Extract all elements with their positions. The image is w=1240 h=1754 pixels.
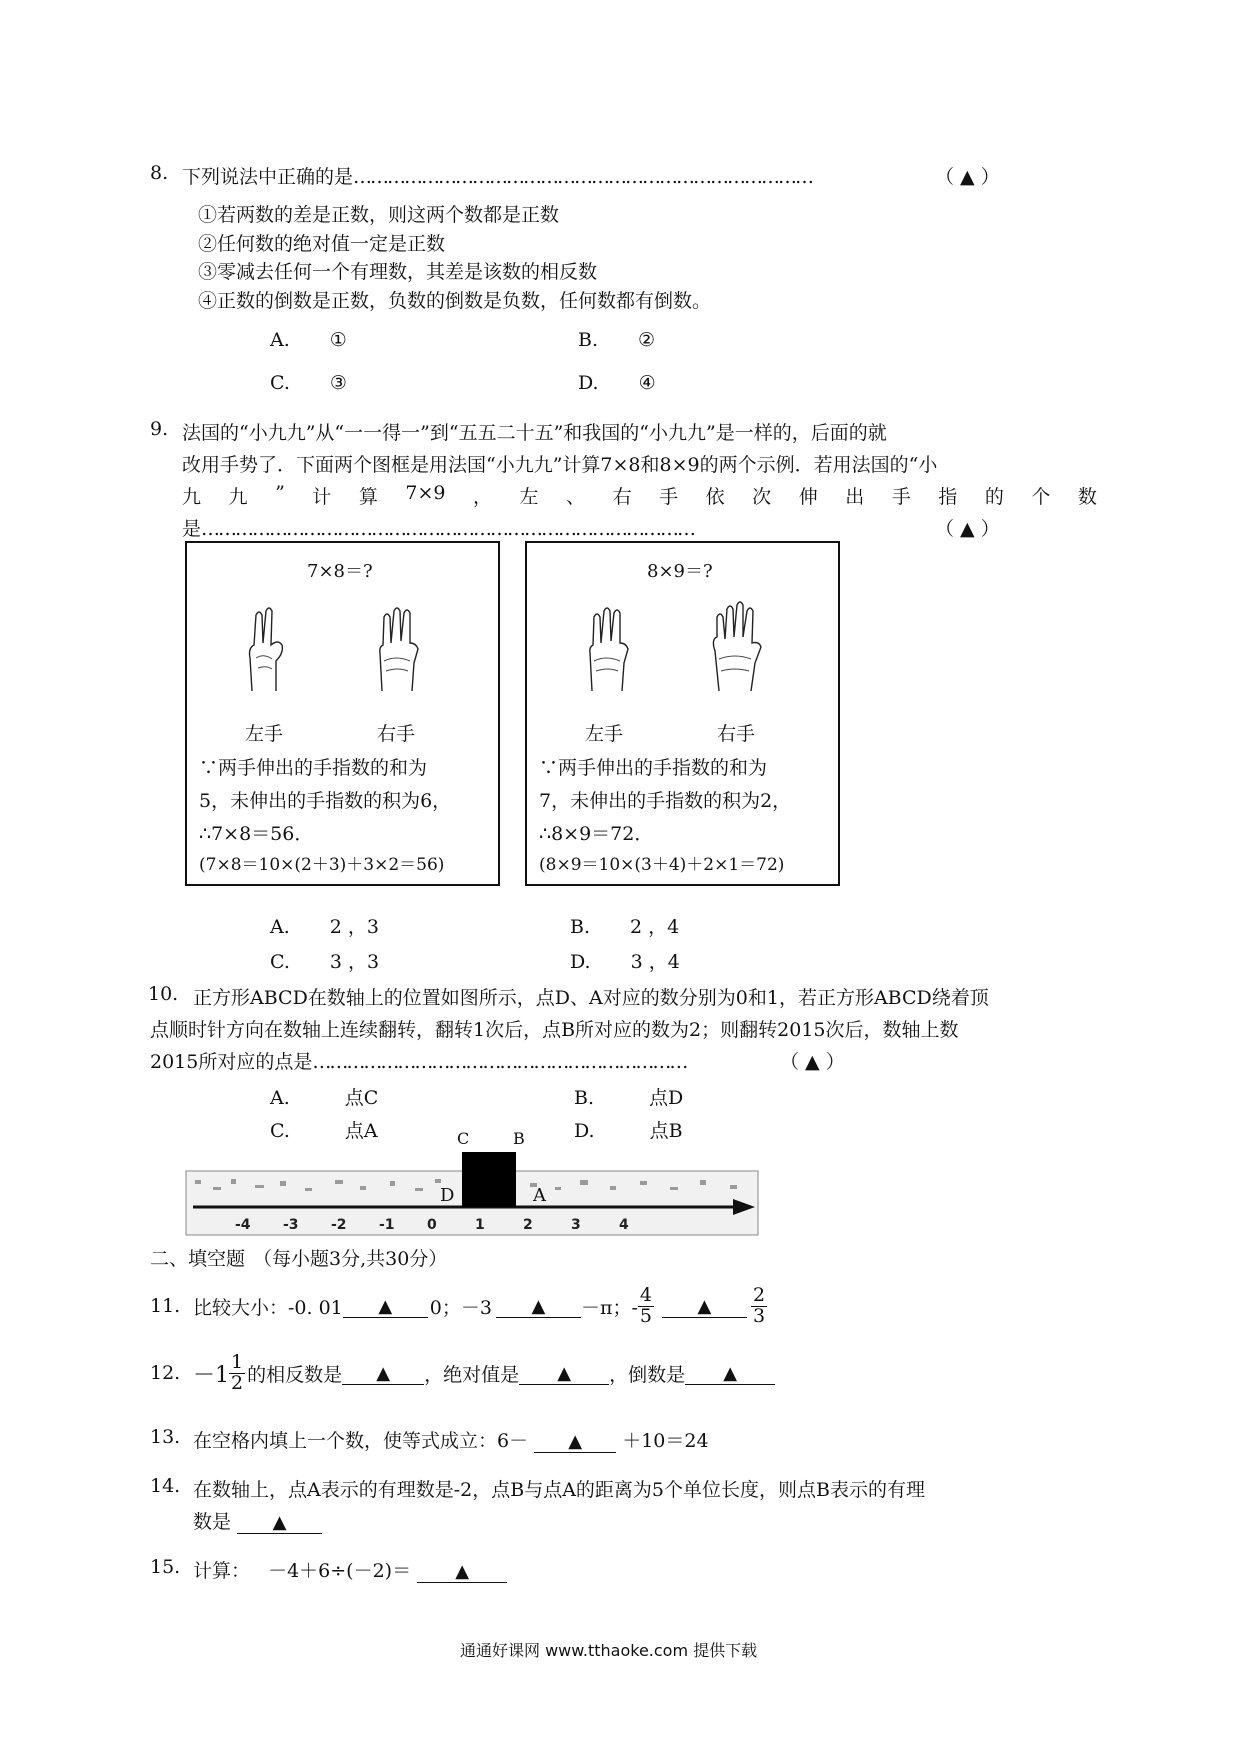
q8-option-c: C. ③ [270, 372, 347, 394]
right-hand-three-fingers-icon [372, 603, 427, 693]
q8-statement-3: ③零减去任何一个有理数，其差是该数的相反数 [198, 261, 598, 283]
q12-text-3: ，倒数是 [609, 1363, 686, 1386]
box1-formula: (7×8＝10×(2＋3)＋3×2＝56) [199, 855, 445, 875]
q10-number: 10. [148, 983, 179, 1005]
page-footer: 通通好课网 www.tthaoke.com 提供下载 [460, 1641, 758, 1660]
q12-text-1: 的相反数是 [247, 1363, 343, 1386]
box2-result: ∴8×9＝72． [539, 823, 654, 845]
square-vertex-d-label: D [440, 1185, 455, 1206]
q10-option-b: B. 点D [574, 1087, 684, 1109]
box2-left-hand-label: 左手 [585, 723, 624, 745]
q10-line-3: 2015所对应的点是………………………………………………………… [150, 1051, 687, 1073]
q9-line-3-char: 左 [519, 486, 539, 508]
q9-option-b: B. 2 ，4 [570, 916, 680, 938]
q12-blank-3[interactable]: ▲ [685, 1362, 775, 1385]
left-hand-two-fingers-icon [242, 603, 292, 693]
q9-example-box-2 [525, 541, 840, 886]
axis-tick-label: 0 [427, 1217, 437, 1233]
box2-formula: (8×9＝10×(3＋4)＋2×1＝72) [539, 855, 785, 875]
square-vertex-c-label: C [457, 1129, 470, 1148]
left-hand-three-fingers-icon [582, 603, 637, 693]
box2-reason-line-2: 7，未伸出的手指数的积为2， [539, 790, 792, 812]
q10-dots: ………………………………………………………… [312, 1051, 687, 1073]
box2-right-hand-label: 右手 [717, 723, 756, 745]
q12-blank-2[interactable]: ▲ [519, 1362, 609, 1385]
box2-reason-line-1: ∵两手伸出的手指数的和为 [539, 757, 768, 779]
q14-line-1: 在数轴上，点A表示的有理数是-2，点B与点A的距离为5个单位长度，则点B表示的有理 [193, 1479, 925, 1501]
axis-tick-label: -1 [379, 1217, 395, 1233]
q9-line-3-char: 依 [705, 486, 725, 508]
axis-tick-label: -4 [235, 1217, 251, 1233]
q9-line-3-char: 手 [891, 486, 911, 508]
q9-line-3-char: 九 [228, 486, 248, 508]
q8-statement-1: ①若两数的差是正数，则这两个数都是正数 [198, 204, 560, 226]
box1-left-hand-label: 左手 [245, 723, 284, 745]
box1-reason-line-2: 5，未伸出的手指数的积为6， [199, 790, 452, 812]
q12-blank-1[interactable]: ▲ [342, 1362, 424, 1385]
q9-line-3-char: 指 [938, 486, 958, 508]
q13-text-2: ＋10＝24 [622, 1430, 709, 1452]
q9-line-3-char: 数 [1077, 486, 1097, 508]
q12-whole: －1 [193, 1362, 229, 1388]
q9-option-a: A. 2 ，3 [270, 916, 379, 938]
q15-line [193, 1556, 507, 1583]
q13-number: 13. [150, 1426, 181, 1448]
axis-tick-label: -2 [331, 1217, 347, 1233]
q9-line-3-char: 算 [358, 486, 378, 508]
square-vertex-b-label: B [513, 1129, 525, 1148]
q9-number: 9. [150, 418, 169, 440]
q9-line-3 [182, 482, 1097, 509]
q9-line-3-char: 右 [612, 486, 632, 508]
q15-expression: －4＋6÷(－2)＝ [268, 1560, 412, 1582]
q15-number: 15. [150, 1556, 181, 1578]
q8-option-d: D. ④ [578, 372, 656, 394]
axis-tick-label: 2 [523, 1217, 533, 1233]
q8-stem [182, 162, 812, 189]
q9-line-3-char: 手 [659, 486, 679, 508]
q8-answer-bracket: （ ▲ ） [935, 166, 1000, 188]
q12-text-2: ，绝对值是 [424, 1363, 520, 1386]
q8-stem-text: 下列说法中正确的是 [182, 166, 354, 188]
q12-fraction: $\frac{1}{2}$ [231, 1350, 244, 1394]
q9-line-4: 是…………………………………………………………………………… [182, 518, 695, 540]
q9-line-3-char: 计 [312, 486, 332, 508]
q12-line [193, 1345, 775, 1401]
q9-line-3-char: ” [275, 482, 285, 504]
q8-option-a: A. ① [270, 329, 347, 351]
q11-fraction-2: $\frac{2}{3}$ [752, 1283, 766, 1327]
q8-dots: ……………………………………………………………………… [353, 166, 813, 188]
q14-blank[interactable]: ▲ [237, 1511, 322, 1534]
q11-after-1: 0；－3 [429, 1296, 492, 1319]
q9-line-3-char: ， [472, 486, 492, 508]
q11-prefix: 比较大小：-0. 01 [193, 1296, 343, 1319]
q11-after-2: －π；- [580, 1296, 638, 1319]
q10-option-a: A. 点C [270, 1087, 379, 1109]
q11-blank-1[interactable]: ▲ [343, 1295, 428, 1318]
box1-reason-line-1: ∵两手伸出的手指数的和为 [199, 757, 428, 779]
q13-line [193, 1426, 709, 1453]
q9-line-1: 法国的“小九九”从“一一得一”到“五五二十五”和我国的“小九九”是一样的，后面的就 [182, 422, 887, 444]
q9-line-3-char: 伸 [798, 486, 818, 508]
q11-fraction-1: $\frac{4}{5}$ [639, 1283, 652, 1327]
q9-option-d: D. 3 ，4 [570, 951, 680, 973]
q13-text-1: 在空格内填上一个数，使等式成立：6－ [193, 1430, 529, 1452]
q8-number: 8. [150, 162, 169, 184]
q12-number: 12. [150, 1362, 181, 1384]
q9-line-2: 改用手势了．下面两个图框是用法国“小九九”计算7×8和8×9的两个示例．若用法国的“小 [182, 454, 938, 476]
q9-line-3-char: 7×9 [405, 482, 446, 504]
q15-label: 计算： [193, 1560, 251, 1582]
q10-line-1: 正方形ABCD在数轴上的位置如图所示，点D、A对应的数分别为0和1，若正方形ABCD绕着顶 [193, 987, 989, 1009]
box1-title: 7×8＝? [307, 561, 373, 582]
q10-option-d: D. 点B [574, 1120, 683, 1142]
q9-dots: …………………………………………………………………………… [201, 518, 695, 540]
q9-option-c: C. 3 ，3 [270, 951, 380, 973]
q8-statement-4: ④正数的倒数是正数，负数的倒数是负数，任何数都有倒数。 [198, 290, 712, 312]
q14-number: 14. [150, 1475, 181, 1497]
right-hand-four-fingers-icon [707, 599, 769, 693]
q9-line-3-char: 出 [845, 486, 865, 508]
axis-tick-label: 4 [619, 1217, 629, 1233]
q13-blank[interactable]: ▲ [534, 1430, 616, 1453]
q9-answer-bracket: （ ▲ ） [935, 518, 1000, 540]
q11-blank-3[interactable]: ▲ [662, 1295, 747, 1318]
axis-tick-label: 1 [475, 1217, 485, 1233]
box2-title: 8×9＝? [647, 561, 713, 582]
q14-line-2: 数是 ▲ [193, 1507, 322, 1534]
q9-line-3-char: 个 [1031, 486, 1051, 508]
q9-line-3-char: 的 [984, 486, 1004, 508]
q9-line-3-char: 九 [182, 486, 202, 508]
square-vertex-a-label: A [533, 1185, 546, 1206]
q9-example-box-1 [185, 541, 500, 886]
q9-line-3-char: 次 [752, 486, 772, 508]
q11-line [193, 1278, 767, 1334]
box1-result: ∴7×8＝56． [199, 823, 314, 845]
q10-option-c: C. 点A [270, 1120, 378, 1142]
number-line-svg [185, 1135, 765, 1237]
q8-statement-2: ②任何数的绝对值一定是正数 [198, 233, 446, 255]
q8-option-b: B. ② [578, 329, 656, 351]
q10-line-2: 点顺时针方向在数轴上连续翻转，翻转1次后，点B所对应的数为2；则翻转2015次后，数轴上数 [150, 1019, 959, 1041]
q11-blank-2[interactable]: ▲ [496, 1295, 581, 1318]
q11-number: 11. [150, 1295, 181, 1317]
q15-blank[interactable]: ▲ [417, 1560, 507, 1583]
q9-line-3-char: 、 [566, 486, 586, 508]
axis-tick-label: 3 [571, 1217, 581, 1233]
axis-tick-label: -3 [283, 1217, 299, 1233]
section-2-title: 二、填空题 （每小题3分,共30分） [150, 1248, 448, 1270]
q10-answer-bracket: （ ▲ ） [780, 1051, 845, 1073]
box1-right-hand-label: 右手 [377, 723, 416, 745]
